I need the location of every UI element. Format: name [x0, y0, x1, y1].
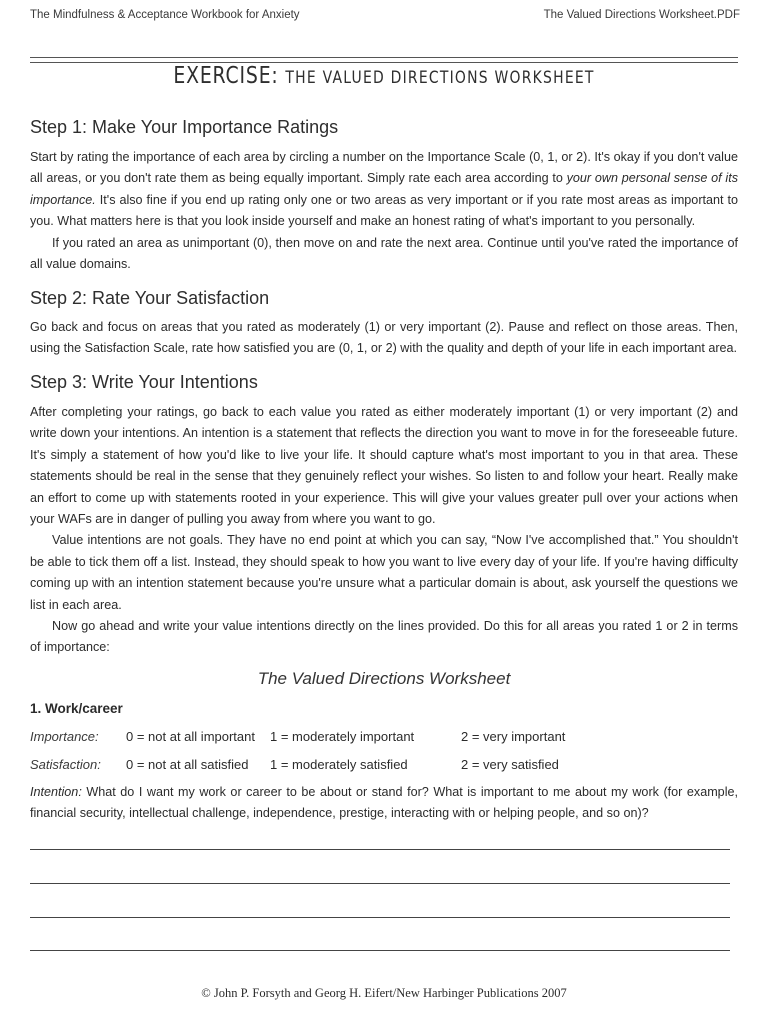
running-header: [30, 9, 740, 21]
exercise-name: THE VALUED DIRECTIONS WORKSHEET: [285, 68, 595, 88]
step1-heading: Step 1: Make Your Importance Ratings: [30, 117, 339, 137]
importance-option-0[interactable]: 0 = not at all important: [126, 729, 255, 744]
importance-scale: [30, 729, 738, 749]
area-title: 1. Work/career: [30, 701, 123, 716]
book-title: The Mindfulness & Acceptance Workbook for Anxiety: [30, 9, 300, 21]
step3-paragraph: [30, 402, 738, 659]
importance-option-2[interactable]: 2 = very important: [461, 729, 566, 744]
step1-text-2: If you rated an area as unimportant (0), then move on and rate the next area. Continue until you've rated the importance of all value domains.: [30, 235, 738, 272]
satisfaction-option-2[interactable]: 2 = very satisfied: [461, 757, 559, 772]
step2-paragraph: Go back and focus on areas that you rated as moderately (1) or very important (2). Pause and reflect on those areas. Then, using the Satisfaction Scale, rate how satisfied you are (0, 1, or 2) with the quality and depth of your life in each important area.: [30, 320, 738, 356]
step3-text-3: Now go ahead and write your value intentions directly on the lines provided. Do this for all areas you rated 1 or 2 in terms of importance:: [30, 619, 738, 655]
intention-prompt: [30, 782, 738, 825]
intention-write-line[interactable]: [30, 917, 730, 918]
step3-heading: Step 3: Write Your Intentions: [30, 372, 258, 392]
copyright-footer: © John P. Forsyth and Georg H. Eifert/New Harbinger Publications 2007: [201, 986, 567, 1000]
step1-text-em: your own personal sense of its importance.: [30, 171, 738, 207]
importance-option-1[interactable]: 1 = moderately important: [270, 729, 415, 744]
importance-label: Importance:: [30, 729, 99, 744]
intention-write-line[interactable]: [30, 849, 730, 850]
satisfaction-option-1[interactable]: 1 = moderately satisfied: [270, 757, 408, 772]
step3-text-2: Value intentions are not goals. They have no end point at which you can say, “Now I've accomplished that.” You shouldn't be able to tick them off a list. Instead, they should speak to how you want to live every day of your life. If you're having difficulty coming up with an intention statement because you're unsure what a particular domain is about, ask yourself the questions we list in each area.: [30, 533, 738, 612]
step1-text-b: It's also fine if you end up rating only one or two areas as very important or if you rate most areas as important to you. What matters here is that you look inside yourself and make an honest rating of what's important to you personally.: [30, 192, 738, 229]
satisfaction-label: Satisfaction:: [30, 757, 101, 772]
step3-text-1: After completing your ratings, go back to each value you rated as either moderately important (1) or very important (2) and write down your intentions. An intention is a statement that reflects the direction you want to move in for the foreseeable future. It's simply a statement of how you'd like to live your life. It should capture what's most important to you in that area. These statements should be real in the sense that they genuinely reflect your wishes. So listen to and follow your heart. Really make an effort to come up with statements rooted in your experience. This will give your values greater pull over your actions when your WAFs are in danger of pulling you away from where you want to go.: [30, 405, 738, 527]
intention-write-line[interactable]: [30, 883, 730, 884]
file-name: The Valued Directions Worksheet.PDF: [543, 9, 740, 21]
intention-question: What do I want my work or career to be about or stand for? What is important to me about my work (for example, financial security, intellectual challenge, independence, prestige, interacting with or helping people, and so on)?: [30, 785, 738, 821]
step1-paragraph: [30, 147, 738, 275]
intention-label: Intention:: [30, 785, 82, 799]
step1-text-a: Start by rating the importance of each area by circling a number on the Importance Scale (0, 1, or 2). It's okay if you don't value all areas, or you don't rate them as being equally important. Simply rate each area according to: [30, 150, 738, 186]
satisfaction-scale: [30, 757, 738, 777]
satisfaction-option-0[interactable]: 0 = not at all satisfied: [126, 757, 249, 772]
step2-heading: Step 2: Rate Your Satisfaction: [30, 288, 270, 308]
exercise-title: [94, 63, 675, 89]
intention-write-line[interactable]: [30, 950, 730, 951]
worksheet-title: The Valued Directions Worksheet: [257, 669, 511, 688]
exercise-label: EXERCISE:: [173, 63, 279, 89]
